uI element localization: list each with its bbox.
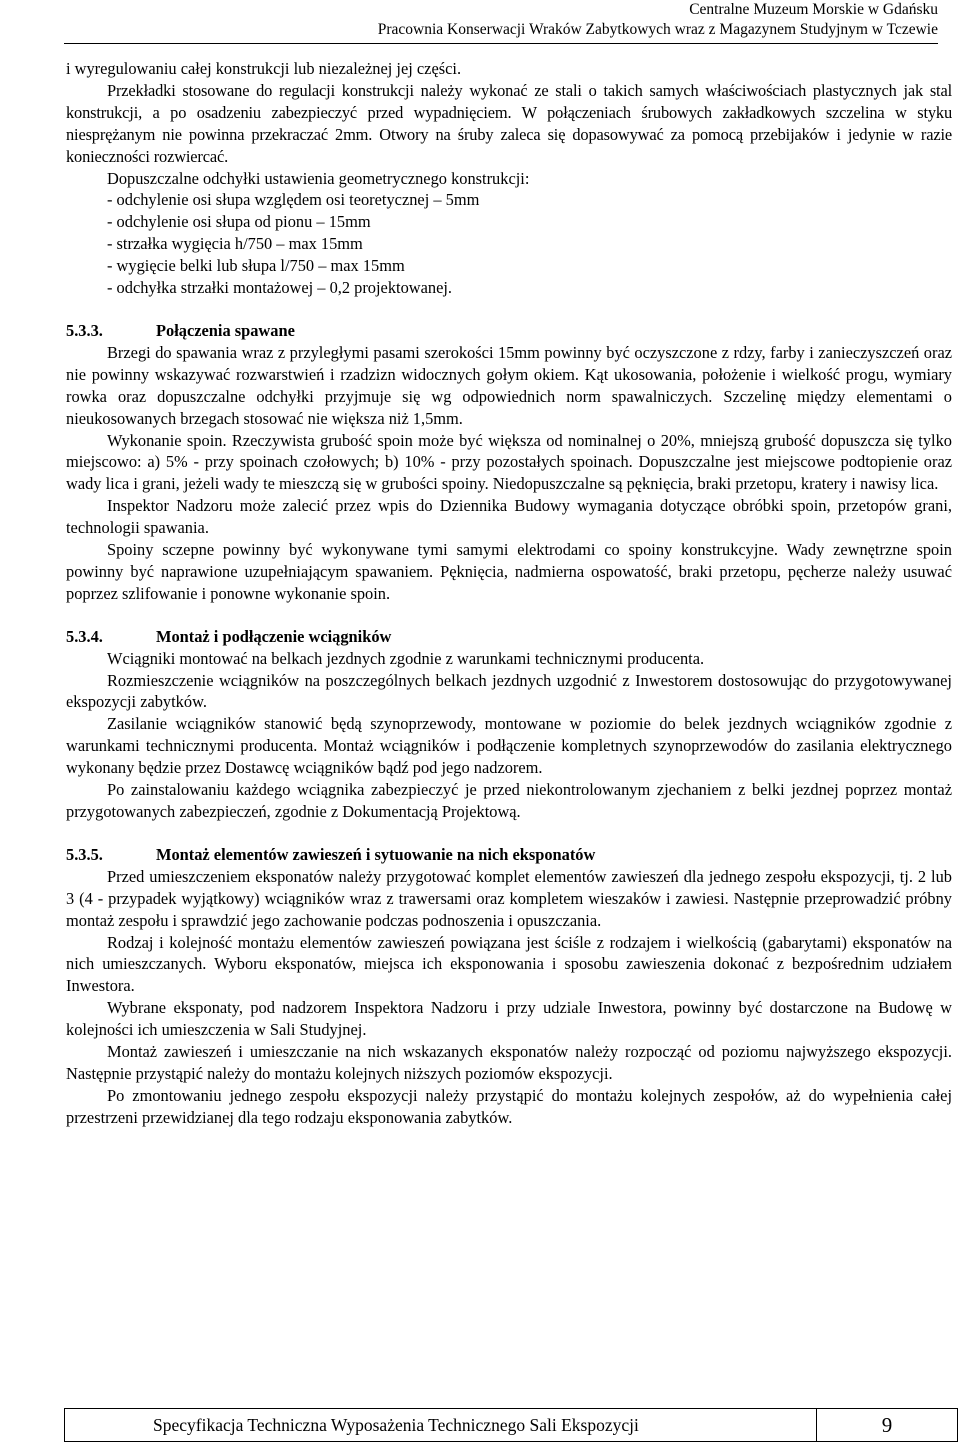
section-paragraph: Rodzaj i kolejność montażu elementów zawieszeń powiązana jest ściśle z rodzajem i wielkością (gabarytami) eksponatów na nich umieszczanych. Wyboru eksponatów, miejsca ich eksponowania i sposobu zawieszenia dokonać z bezpośrednim udziałem Inwestora. bbox=[66, 932, 952, 996]
section-paragraph: Po zmontowaniu jednego zespołu ekspozycji należy przystąpić do montażu kolejnych zespołów, aż do wypełnienia całej przestrzeni przewidzianej dla tego rodzaju eksponowania zabytków. bbox=[66, 1085, 952, 1127]
section-paragraph: Przed umieszczeniem eksponatów należy przygotować komplet elementów zawieszeń dla jednego zespołu ekspozycji, tj. 2 lub 3 (4 - przypadek wyjątkowy) wciągników wraz z trawersami oraz kompletem wieszaków i zawiesi. Następnie przeprowadzić próbny montaż zespołu i sprawdzić jego zachowanie podczas podnoszenia i opuszczania. bbox=[66, 866, 952, 930]
section-title: Połączenia spawane bbox=[156, 320, 295, 340]
section-number: 5.3.4. bbox=[66, 626, 103, 646]
header-rule bbox=[64, 43, 938, 44]
intro-paragraph-continued: i wyregulowaniu całej konstrukcji lub niezależnej jej części. bbox=[66, 59, 462, 78]
page-footer bbox=[64, 1408, 958, 1442]
section-heading-5-3-5 bbox=[66, 844, 952, 866]
tolerances-title: Dopuszczalne odchyłki ustawienia geometrycznego konstrukcji: bbox=[107, 168, 530, 188]
tolerances-list bbox=[66, 189, 952, 299]
list-item: - odchylenie osi słupa od pionu – 15mm bbox=[107, 212, 371, 232]
section-paragraph: Wybrane eksponaty, pod nadzorem Inspektora Nadzoru i przy udziale Inwestora, powinny być dostarczone na Budowę w kolejności ich umieszczenia w Sali Studyjnej. bbox=[66, 998, 952, 1040]
section-title: Montaż i podłączenie wciągników bbox=[156, 626, 392, 646]
header-department: Pracownia Konserwacji Wraków Zabytkowych wraz z Magazynem Studyjnym w Tczewie bbox=[377, 21, 938, 38]
intro-paragraph: Przekładki stosowane do regulacji konstrukcji należy wykonać ze stali o takich samych właściwościach plastycznych jak stal konstrukcji, a po osadzeniu zabezpieczyć przed wypadnięciem. W połączeniach śrubowych zakładkowych szczelina w styku niesprężanym nie powinna przekraczać 2mm. Otwory na śruby zaleca się dopasowywać za pomocą przebijaków i jedynie w razie konieczności rozwiercać. bbox=[66, 80, 952, 166]
section-paragraph: Rozmieszczenie wciągników na poszczególnych belkach jezdnych uzgodnić z Inwestorem dostosowując do przygotowywanej ekspozycji zabytków. bbox=[66, 670, 952, 712]
section-number: 5.3.5. bbox=[66, 844, 103, 864]
footer-title: Specyfikacja Techniczna Wyposażenia Technicznego Sali Ekspozycji bbox=[153, 1415, 639, 1435]
section-paragraph: Spoiny sczepne powinny być wykonywane tymi samymi elektrodami co spoiny konstrukcyjne. Wady zewnętrzne spoin powinny być naprawione uzupełniającym spawaniem. Pęknięcia, nadmierna ospowatość, braki przetopu, pęcherze należy usuwać poprzez szlifowanie i ponowne wykonanie spoin. bbox=[66, 540, 952, 603]
section-paragraph: Montaż zawieszeń i umieszczanie na nich wskazanych eksponatów należy rozpocząć od poziomu najwyższego ekspozycji. Następnie przystąpić należy do montażu kolejnych niższych poziomów ekspozycji. bbox=[66, 1042, 952, 1083]
list-item: - odchylenie osi słupa względem osi teoretycznej – 5mm bbox=[107, 190, 480, 210]
section-paragraph: Po zainstalowaniu każdego wciągnika zabezpieczyć je przed niekontrolowanym zjechaniem z belki jezdnej poprzez montaż przygotowanych zabezpieczeń, zgodnie z Dokumentacją Projektową. bbox=[66, 780, 952, 821]
list-item: - strzałka wygięcia h/750 – max 15mm bbox=[107, 234, 363, 254]
list-item: - odchyłka strzałki montażowej – 0,2 projektowanej. bbox=[107, 278, 453, 298]
section-paragraph: Inspektor Nadzoru może zalecić przez wpis do Dziennika Budowy wymagania dotyczące obróbki spoin, przetopów grani, technologii spawania. bbox=[66, 496, 952, 538]
section-paragraph: Wykonanie spoin. Rzeczywista grubość spoin może być większa od nominalnej o 20%, mniejszą grubość dopuszcza się tylko miejscowo: a) 5% - przy spoinach czołowych; b) 10% - przy pozostałych spoinach. Dopuszczalne jest miejscowe podtopienie oraz wady lica i grani, jeżeli wady te mieszczą się w grubości spoiny. Niedopuszczalne są pęknięcia, braki przetopu, kratery i nawisy lica. bbox=[66, 430, 952, 494]
section-title: Montaż elementów zawieszeń i sytuowanie na nich eksponatów bbox=[156, 844, 596, 864]
list-item: - wygięcie belki lub słupa l/750 – max 15mm bbox=[107, 256, 405, 276]
page-number: 9 bbox=[816, 1409, 957, 1441]
section-paragraph: Zasilanie wciągników stanowić będą szynoprzewody, montowane w poziomie do belek jezdnych wciągników zgodnie z warunkami technicznymi producenta. Montaż wciągników i podłączenie kompletnych szynoprzewodów do zasilania elektrycznego wykonany będzie przez Dostawcę wciągników bądź pod jego nadzorem. bbox=[66, 714, 952, 778]
section-number: 5.3.3. bbox=[66, 320, 103, 340]
section-paragraph: Wciągniki montować na belkach jezdnych zgodnie z warunkami technicznymi producenta. bbox=[107, 648, 705, 668]
section-heading-5-3-3 bbox=[66, 320, 952, 342]
section-heading-5-3-4 bbox=[66, 626, 952, 648]
page-header bbox=[0, 0, 960, 44]
header-institution: Centralne Muzeum Morskie w Gdańsku bbox=[689, 1, 938, 18]
section-paragraph: Brzegi do spawania wraz z przyległymi pasami szerokości 15mm powinny być oczyszczone z rdzy, farby i zanieczyszczeń oraz nie powinny wskazywać rozwarstwień i rzadzizn widocznych gołym okiem. Kąt ukosowania, położenie i wielkość progu, wymiary rowka oraz dopuszczalne odchyłki przyjmuje się wg odpowiednich norm spawalniczych. Szczelinę między elementami o nieukosowanych brzegach stosować nie większa niż 1,5mm. bbox=[66, 342, 952, 428]
document-body bbox=[66, 58, 952, 1129]
